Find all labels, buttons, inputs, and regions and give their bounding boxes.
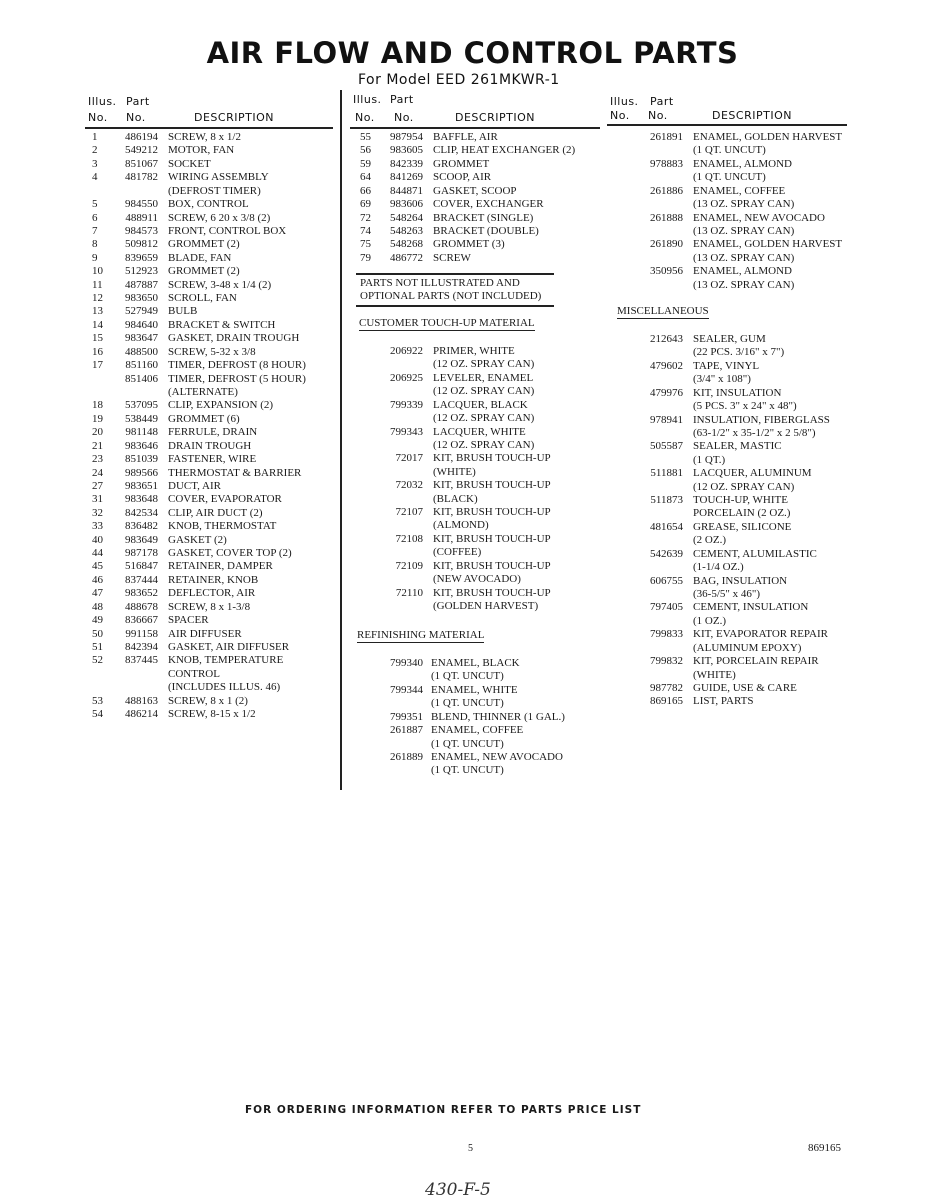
illus-number: 69 <box>360 198 371 211</box>
part-number: 481782 <box>125 171 158 184</box>
illus-number: 2 <box>92 144 98 157</box>
part-description: ENAMEL, NEW AVOCADO <box>693 211 825 224</box>
illus-number: 48 <box>92 600 103 613</box>
part-number: 479976 <box>650 386 683 399</box>
illus-number: 24 <box>92 466 103 479</box>
part-description: ENAMEL, GOLDEN HARVEST <box>693 131 843 143</box>
part-description: (13 OZ. SPRAY CAN) <box>693 224 795 237</box>
part-description: TIMER, DEFROST (5 HOUR) <box>168 372 306 385</box>
part-number: 799339 <box>390 398 423 411</box>
part-number: 542639 <box>650 547 683 560</box>
part-description: GROMMET <box>433 157 490 170</box>
illus-number: 19 <box>92 412 103 425</box>
part-number: 841269 <box>390 171 423 184</box>
part-description: BAFFLE, AIR <box>433 131 498 143</box>
part-number: 538449 <box>125 412 158 425</box>
ordering-footer: FOR ORDERING INFORMATION REFER TO PARTS PRICE LIST <box>245 1104 642 1116</box>
part-description: (63-1/2" x 35-1/2" x 2 5/8") <box>693 426 816 439</box>
part-description: (INCLUDES ILLUS. 46) <box>168 681 281 694</box>
illus-number: 23 <box>92 453 103 466</box>
part-description: CLIP, EXPANSION (2) <box>168 399 274 412</box>
illus-number: 9 <box>92 251 98 264</box>
part-number: 842394 <box>125 640 158 653</box>
part-description: (36-5/5" x 46") <box>693 587 761 600</box>
part-description: (WHITE) <box>433 465 476 478</box>
part-number: 989566 <box>125 466 158 479</box>
part-number: 511873 <box>650 494 683 507</box>
part-number: 984550 <box>125 198 158 211</box>
part-description: SCREW, 8-15 x 1/2 <box>168 708 256 721</box>
illus-number: 18 <box>92 399 103 412</box>
part-number: 72017 <box>395 452 423 465</box>
part-number: 516847 <box>125 560 158 573</box>
part-description: LIST, PARTS <box>693 695 754 708</box>
part-description: DUCT, AIR <box>168 479 221 492</box>
part-description: ENAMEL, GOLDEN HARVEST <box>693 238 843 251</box>
illus-number: 45 <box>92 560 103 573</box>
part-description: (ALUMINUM EPOXY) <box>693 641 802 654</box>
part-number: 869165 <box>650 695 683 708</box>
part-number: 983650 <box>125 292 158 305</box>
part-number: 72109 <box>395 559 423 572</box>
part-number: 842534 <box>125 506 158 519</box>
part-number: 799832 <box>650 655 683 668</box>
illus-number: 66 <box>360 184 371 197</box>
refinishing-heading: REFINISHING MATERIAL <box>357 629 485 641</box>
part-number: 984640 <box>125 318 158 331</box>
illus-number: 52 <box>92 654 103 667</box>
part-description: TIMER, DEFROST (8 HOUR) <box>168 359 306 372</box>
header-rule <box>85 127 333 129</box>
part-number: 261889 <box>390 750 423 763</box>
part-description: INSULATION, FIBERGLASS <box>693 413 830 426</box>
part-description: AIR DIFFUSER <box>168 627 242 640</box>
header-part-no: No. <box>394 111 414 124</box>
part-description: SCREW <box>433 251 471 264</box>
part-description: (1 OZ.) <box>693 614 726 627</box>
header-illus: Illus. <box>353 93 382 106</box>
part-description: KIT, BRUSH TOUCH-UP <box>433 532 551 545</box>
part-description: KIT, BRUSH TOUCH-UP <box>433 559 551 572</box>
part-description: KIT, PORCELAIN REPAIR <box>693 655 819 668</box>
illus-number: 75 <box>360 238 371 251</box>
part-description: FERRULE, DRAIN <box>168 426 258 439</box>
part-number: 799344 <box>390 683 423 696</box>
part-description: LACQUER, WHITE <box>433 425 526 438</box>
part-description: GREASE, SILICONE <box>693 520 792 533</box>
part-description: SCREW, 8 x 1/2 <box>168 131 241 143</box>
part-number: 983647 <box>125 332 158 345</box>
part-description: MOTOR, FAN <box>168 144 235 157</box>
part-number: 981148 <box>125 426 158 439</box>
part-number: 505587 <box>650 440 683 453</box>
part-description: SPACER <box>168 614 209 627</box>
illus-number: 14 <box>92 318 103 331</box>
part-description: LACQUER, ALUMINUM <box>693 467 812 480</box>
illus-number: 10 <box>92 265 103 278</box>
part-description: (3/4" x 108") <box>693 373 751 386</box>
model-subtitle: For Model EED 261MKWR-1 <box>358 72 560 88</box>
part-description: CEMENT, INSULATION <box>693 601 809 614</box>
part-number: 978941 <box>650 413 683 426</box>
column-divider <box>340 90 342 790</box>
illus-number: 1 <box>92 131 98 143</box>
part-description: PRIMER, WHITE <box>433 345 515 357</box>
part-description: BAG, INSULATION <box>693 574 788 587</box>
header-description: DESCRIPTION <box>712 109 792 122</box>
header-part-no: No. <box>648 109 668 122</box>
part-description: ENAMEL, ALMOND <box>693 265 792 278</box>
part-description: (12 OZ. SPRAY CAN) <box>433 412 535 425</box>
part-description: KIT, EVAPORATOR REPAIR <box>693 628 828 641</box>
header-description: DESCRIPTION <box>194 111 274 124</box>
part-description: GROMMET (6) <box>168 412 240 425</box>
part-number: 978883 <box>650 157 683 170</box>
part-number: 983605 <box>390 144 423 157</box>
part-number: 548264 <box>390 211 423 224</box>
part-description: SCREW, 6 20 x 3/8 (2) <box>168 211 271 224</box>
illus-number: 12 <box>92 292 103 305</box>
part-description: TAPE, VINYL <box>693 359 760 372</box>
part-description: SCOOP, AIR <box>433 171 492 184</box>
part-number: 983648 <box>125 493 158 506</box>
illus-number: 32 <box>92 506 103 519</box>
part-number: 799343 <box>390 425 423 438</box>
part-description: BULB <box>168 305 198 318</box>
part-number: 851039 <box>125 453 158 466</box>
part-description: LACQUER, BLACK <box>433 398 528 411</box>
section-rule <box>356 305 554 307</box>
part-description: CEMENT, ALUMILASTIC <box>693 547 817 560</box>
part-description: RETAINER, KNOB <box>168 573 259 586</box>
part-number: 842339 <box>390 157 423 170</box>
illus-number: 33 <box>92 520 103 533</box>
header-illus-no: No. <box>355 111 375 124</box>
part-number: 537095 <box>125 399 158 412</box>
illus-number: 5 <box>92 198 98 211</box>
miscellaneous-heading: MISCELLANEOUS <box>617 305 709 317</box>
part-description: (13 OZ. SPRAY CAN) <box>693 278 795 291</box>
illus-number: 7 <box>92 224 98 237</box>
part-description: LEVELER, ENAMEL <box>433 371 534 384</box>
part-number: 983646 <box>125 439 158 452</box>
part-number: 488911 <box>125 211 158 224</box>
part-number: 486214 <box>125 708 158 721</box>
part-number: 991158 <box>125 627 158 640</box>
illus-number: 4 <box>92 171 98 184</box>
part-description: GROMMET (3) <box>433 238 505 251</box>
part-description: (GOLDEN HARVEST) <box>433 599 539 612</box>
part-description: (5 PCS. 3" x 24" x 48") <box>693 400 797 413</box>
part-description: ENAMEL, COFFEE <box>693 184 786 197</box>
illus-number: 16 <box>92 345 103 358</box>
part-number: 486194 <box>125 131 158 143</box>
part-number: 983649 <box>125 533 158 546</box>
part-description: SOCKET <box>168 157 211 170</box>
part-number: 987782 <box>650 681 683 694</box>
illus-number: 3 <box>92 157 98 170</box>
part-description: BOX, CONTROL <box>168 198 249 211</box>
part-description: THERMOSTAT & BARRIER <box>168 466 302 479</box>
part-number: 851160 <box>125 359 158 372</box>
illus-number: 13 <box>92 305 103 318</box>
part-number: 72032 <box>395 479 423 492</box>
part-number: 481654 <box>650 520 683 533</box>
part-description: (12 OZ. SPRAY CAN) <box>433 438 535 451</box>
header-illus: Illus. <box>610 95 639 108</box>
part-description: COVER, EXCHANGER <box>433 198 544 211</box>
illus-number: 46 <box>92 573 103 586</box>
part-description: (1 QT.) <box>693 453 726 466</box>
not-illustrated-line-2: OPTIONAL PARTS (NOT INCLUDED) <box>360 290 542 302</box>
part-number: 836482 <box>125 520 158 533</box>
illus-number: 40 <box>92 533 103 546</box>
part-description: SEALER, GUM <box>693 333 766 345</box>
part-number: 549212 <box>125 144 158 157</box>
part-number: 548268 <box>390 238 423 251</box>
part-number: 799833 <box>650 628 683 641</box>
part-description: CLIP, AIR DUCT (2) <box>168 506 263 519</box>
part-description: KIT, BRUSH TOUCH-UP <box>433 506 551 519</box>
header-rule <box>607 124 847 126</box>
part-number: 212643 <box>650 333 683 345</box>
part-description: SCREW, 5-32 x 3/8 <box>168 345 256 358</box>
part-number: 797405 <box>650 601 683 614</box>
part-number: 548263 <box>390 224 423 237</box>
part-number: 261888 <box>650 211 683 224</box>
part-description: DEFLECTOR, AIR <box>168 587 256 600</box>
part-description: SEALER, MASTIC <box>693 440 782 453</box>
part-description: (12 OZ. SPRAY CAN) <box>433 358 535 371</box>
part-description: PORCELAIN (2 OZ.) <box>693 507 791 520</box>
part-description: BRACKET & SWITCH <box>168 318 276 331</box>
part-description: (1 QT. UNCUT) <box>693 171 766 184</box>
part-number: 261887 <box>390 724 423 737</box>
illus-number: 54 <box>92 708 103 721</box>
part-description: (2 OZ.) <box>693 534 726 547</box>
part-description: (NEW AVOCADO) <box>433 573 521 586</box>
part-description: GROMMET (2) <box>168 238 240 251</box>
part-number: 851406 <box>125 372 158 385</box>
illus-number: 8 <box>92 238 98 251</box>
header-illus-no: No. <box>88 111 108 124</box>
illus-number: 20 <box>92 426 103 439</box>
part-description: WIRING ASSEMBLY <box>168 171 269 184</box>
part-description: GASKET (2) <box>168 533 227 546</box>
part-number: 486772 <box>390 251 423 264</box>
part-description: ENAMEL, BLACK <box>431 657 520 669</box>
part-description: (1 QT. UNCUT) <box>431 697 504 710</box>
part-number: 844871 <box>390 184 423 197</box>
part-number: 983652 <box>125 587 158 600</box>
illus-number: 31 <box>92 493 103 506</box>
part-description: (13 OZ. SPRAY CAN) <box>693 251 795 264</box>
header-description: DESCRIPTION <box>455 111 535 124</box>
part-description: CONTROL <box>168 667 220 680</box>
part-number: 799351 <box>390 710 423 723</box>
part-description: BLEND, THINNER (1 GAL.) <box>431 710 565 723</box>
illus-number: 21 <box>92 439 103 452</box>
part-number: 983651 <box>125 479 158 492</box>
part-description: KIT, BRUSH TOUCH-UP <box>433 586 551 599</box>
part-number: 984573 <box>125 224 158 237</box>
part-description: (13 OZ. SPRAY CAN) <box>693 198 795 211</box>
illus-number: 72 <box>360 211 371 224</box>
part-description: COVER, EVAPORATOR <box>168 493 282 506</box>
page-number: 5 <box>468 1143 473 1154</box>
illus-number: 74 <box>360 224 371 237</box>
part-number: 488163 <box>125 694 158 707</box>
illus-number: 55 <box>360 131 371 143</box>
part-description: SCREW, 3-48 x 1/4 (2) <box>168 278 272 291</box>
part-number: 72107 <box>395 506 423 519</box>
illus-number: 17 <box>92 359 103 372</box>
part-description: SCROLL, FAN <box>168 292 237 305</box>
header-part: Part <box>650 95 674 108</box>
part-description: BRACKET (SINGLE) <box>433 211 534 224</box>
part-number: 799340 <box>390 657 423 669</box>
header-illus: Illus. <box>88 95 117 108</box>
part-description: FRONT, CONTROL BOX <box>168 224 287 237</box>
illus-number: 11 <box>92 278 103 291</box>
part-description: (DEFROST TIMER) <box>168 184 261 197</box>
illus-number: 50 <box>92 627 103 640</box>
part-number: 350956 <box>650 265 683 278</box>
part-description: ENAMEL, WHITE <box>431 683 518 696</box>
part-description: (22 PCS. 3/16" x 7") <box>693 346 785 359</box>
part-description: (BLACK) <box>433 492 478 505</box>
illus-number: 44 <box>92 547 103 560</box>
part-number: 261890 <box>650 238 683 251</box>
part-description: GASKET, COVER TOP (2) <box>168 547 292 560</box>
not-illustrated-line-1: PARTS NOT ILLUSTRATED AND <box>360 277 520 289</box>
part-description: DRAIN TROUGH <box>168 439 252 452</box>
header-illus-no: No. <box>610 109 630 122</box>
header-part: Part <box>390 93 414 106</box>
part-number: 487887 <box>125 278 158 291</box>
part-number: 488678 <box>125 600 158 613</box>
part-description: GUIDE, USE & CARE <box>693 681 797 694</box>
part-description: (1 QT. UNCUT) <box>693 144 766 157</box>
illus-number: 56 <box>360 144 371 157</box>
part-number: 527949 <box>125 305 158 318</box>
document-number: 869165 <box>808 1142 841 1154</box>
part-description: (WHITE) <box>693 668 736 681</box>
section-rule <box>356 273 554 275</box>
part-number: 606755 <box>650 574 683 587</box>
header-part: Part <box>126 95 150 108</box>
part-number: 261891 <box>650 131 683 143</box>
part-number: 851067 <box>125 157 158 170</box>
part-number: 987954 <box>390 131 423 143</box>
part-number: 836667 <box>125 614 158 627</box>
illus-number: 53 <box>92 694 103 707</box>
part-number: 206922 <box>390 345 423 357</box>
handwritten-note: 430-F-5 <box>425 1180 491 1200</box>
part-description: SCREW, 8 x 1 (2) <box>168 694 248 707</box>
part-number: 509812 <box>125 238 158 251</box>
illus-number: 59 <box>360 157 371 170</box>
part-description: GASKET, SCOOP <box>433 184 517 197</box>
part-number: 72110 <box>395 586 423 599</box>
touchup-heading: CUSTOMER TOUCH-UP MATERIAL <box>359 317 535 329</box>
part-number: 987178 <box>125 547 158 560</box>
illus-number: 51 <box>92 640 103 653</box>
part-number: 72108 <box>395 532 423 545</box>
part-description: RETAINER, DAMPER <box>168 560 273 573</box>
part-description: FASTENER, WIRE <box>168 453 257 466</box>
header-rule <box>350 127 600 129</box>
illus-number: 79 <box>360 251 371 264</box>
page-title: AIR FLOW AND CONTROL PARTS <box>206 36 739 70</box>
part-description: GASKET, AIR DIFFUSER <box>168 640 290 653</box>
part-description: SCREW, 8 x 1-3/8 <box>168 600 251 613</box>
part-number: 512923 <box>125 265 158 278</box>
part-description: (1 QT. UNCUT) <box>431 670 504 683</box>
part-description: (1 QT. UNCUT) <box>431 764 504 777</box>
part-description: KIT, INSULATION <box>693 386 782 399</box>
part-number: 206925 <box>390 371 423 384</box>
part-description: (12 OZ. SPRAY CAN) <box>433 385 535 398</box>
part-number: 837444 <box>125 573 158 586</box>
part-description: KNOB, THERMOSTAT <box>168 520 277 533</box>
part-description: GASKET, DRAIN TROUGH <box>168 332 300 345</box>
illus-number: 49 <box>92 614 103 627</box>
illus-number: 15 <box>92 332 103 345</box>
illus-number: 64 <box>360 171 371 184</box>
part-description: KIT, BRUSH TOUCH-UP <box>433 452 551 465</box>
part-description: BRACKET (DOUBLE) <box>433 224 539 237</box>
illus-number: 27 <box>92 479 103 492</box>
part-description: (ALMOND) <box>433 519 489 532</box>
part-number: 983606 <box>390 198 423 211</box>
part-description: KIT, BRUSH TOUCH-UP <box>433 479 551 492</box>
part-description: (12 OZ. SPRAY CAN) <box>693 480 795 493</box>
part-description: GROMMET (2) <box>168 265 240 278</box>
part-description: ENAMEL, NEW AVOCADO <box>431 750 563 763</box>
header-part-no: No. <box>126 111 146 124</box>
illus-number: 47 <box>92 587 103 600</box>
part-number: 837445 <box>125 654 158 667</box>
part-description: ENAMEL, COFFEE <box>431 724 524 737</box>
part-description: ENAMEL, ALMOND <box>693 157 792 170</box>
part-description: (COFFEE) <box>433 546 482 559</box>
part-description: (ALTERNATE) <box>168 385 238 398</box>
part-number: 488500 <box>125 345 158 358</box>
part-description: KNOB, TEMPERATURE <box>168 654 284 667</box>
part-description: (1 QT. UNCUT) <box>431 737 504 750</box>
part-number: 261886 <box>650 184 683 197</box>
part-number: 511881 <box>650 467 683 480</box>
illus-number: 6 <box>92 211 98 224</box>
part-description: CLIP, HEAT EXCHANGER (2) <box>433 144 576 157</box>
part-number: 479602 <box>650 359 683 372</box>
part-description: BLADE, FAN <box>168 251 232 264</box>
part-number: 839659 <box>125 251 158 264</box>
part-description: TOUCH-UP, WHITE <box>693 494 788 507</box>
part-description: (1-1/4 OZ.) <box>693 561 744 574</box>
